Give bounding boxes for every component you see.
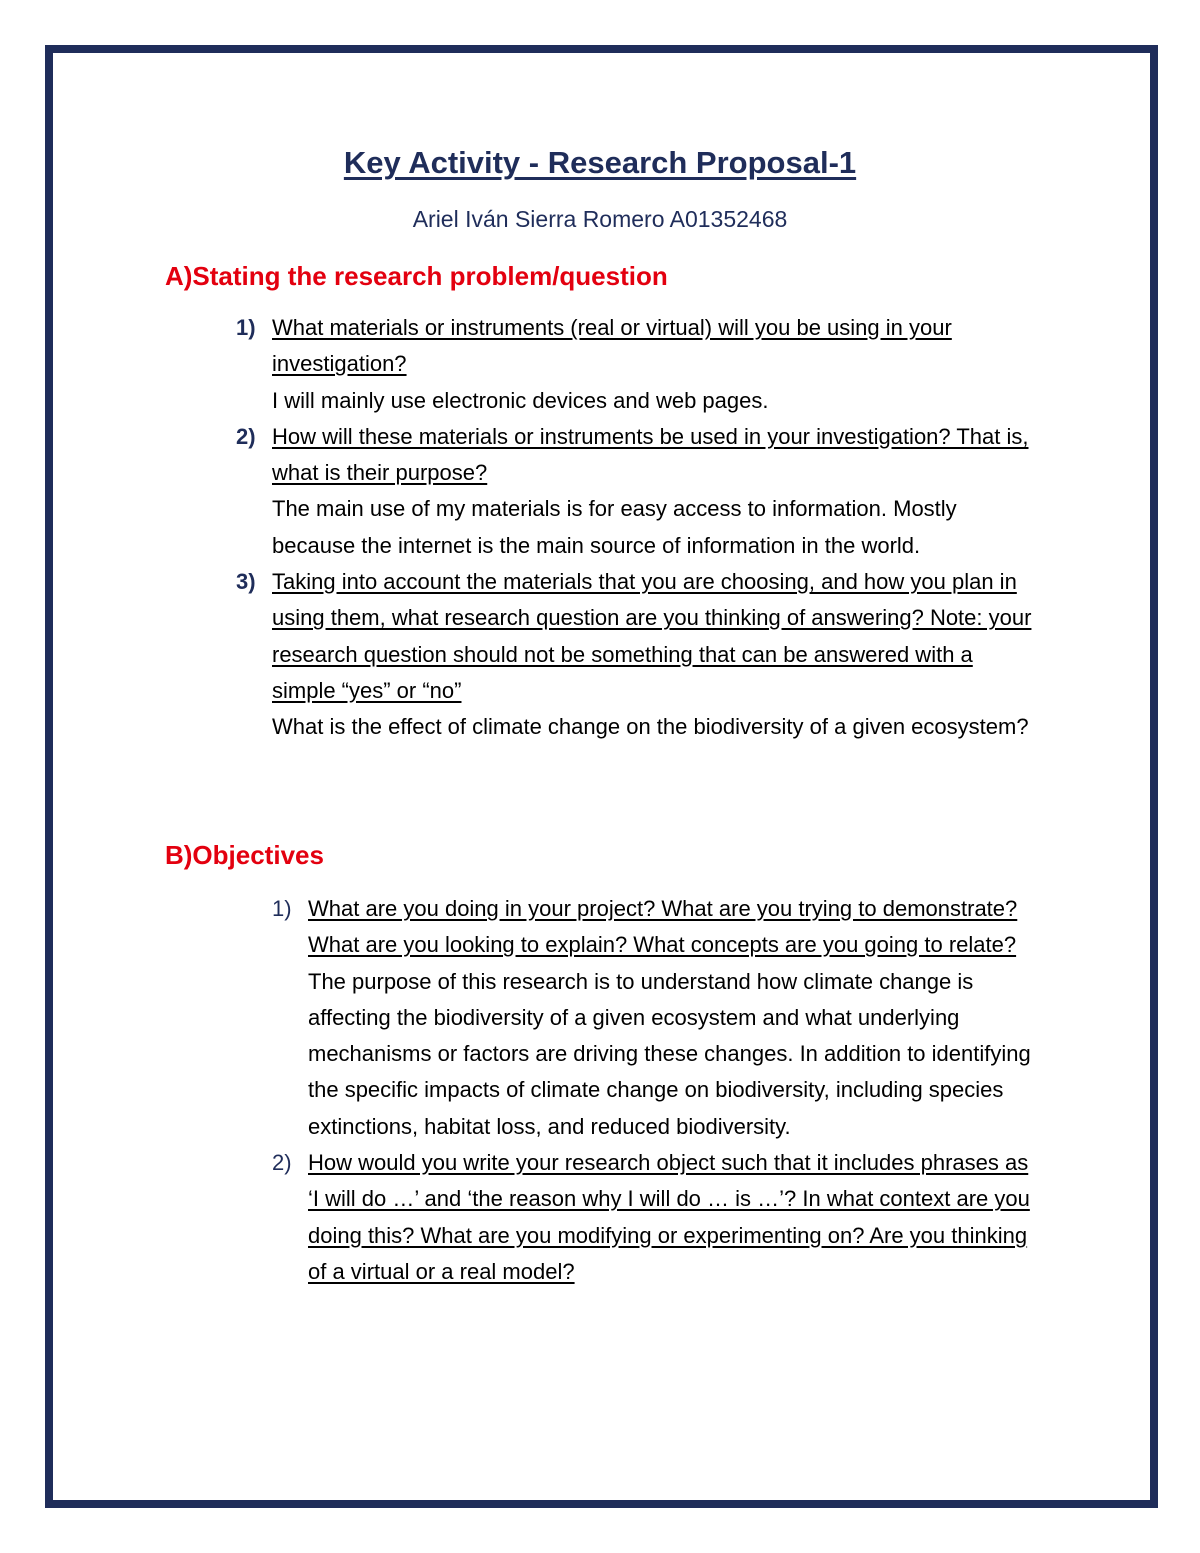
- document-title: Key Activity - Research Proposal-1: [343, 145, 857, 180]
- section-a-list: [236, 310, 1042, 746]
- item-number: 3): [236, 569, 256, 595]
- section-b-list: [272, 891, 1038, 1290]
- section-b-heading: B)Objectives: [165, 840, 324, 870]
- question-text: What materials or instruments (real or virtual) will you be using in your investigation?: [272, 315, 952, 377]
- list-item: [272, 891, 1038, 1145]
- list-item: [236, 310, 1042, 419]
- section-a-heading: A)Stating the research problem/question: [165, 261, 668, 291]
- question-text: What are you doing in your project? What are you trying to demonstrate? What are you looking to explain? What concepts are you going to relate?: [308, 896, 1018, 958]
- question-text: How would you write your research object such that it includes phrases as ‘I will do …’ and ‘the reason why I will do … is …’? In what context are you doing this? What are you modifying or experimenting on? Are you thinking of a virtual or a real model?: [308, 1150, 1030, 1284]
- item-number: 1): [272, 896, 292, 921]
- answer-text: The main use of my materials is for easy access to information. Mostly because the internet is the main source of information in the world.: [272, 496, 957, 558]
- list-item: [236, 564, 1042, 745]
- answer-text: I will mainly use electronic devices and web pages.: [272, 387, 769, 413]
- item-number: 2): [236, 423, 256, 449]
- question-text: Taking into account the materials that you are choosing, and how you plan in using them, what research question are you thinking of answering? Note: your research question should not be something that can be answered with a simple “yes” or “no”: [272, 569, 1032, 703]
- author-line: Ariel Iván Sierra Romero A01352468: [412, 206, 788, 232]
- list-item: [272, 1145, 1038, 1290]
- item-number: 2): [272, 1150, 292, 1176]
- answer-text: The purpose of this research is to understand how climate change is affecting the biodiversity of a given ecosystem and what underlying mechanisms or factors are driving these changes. In addition to identifying the specific impacts of climate change on biodiversity, including species extinctions, habitat loss, and reduced biodiversity.: [308, 968, 1031, 1139]
- item-number: 1): [236, 315, 256, 340]
- list-item: [236, 419, 1042, 564]
- question-text: How will these materials or instruments be used in your investigation? That is, what is their purpose?: [272, 423, 1029, 486]
- answer-text: What is the effect of climate change on the biodiversity of a given ecosystem?: [272, 714, 1029, 740]
